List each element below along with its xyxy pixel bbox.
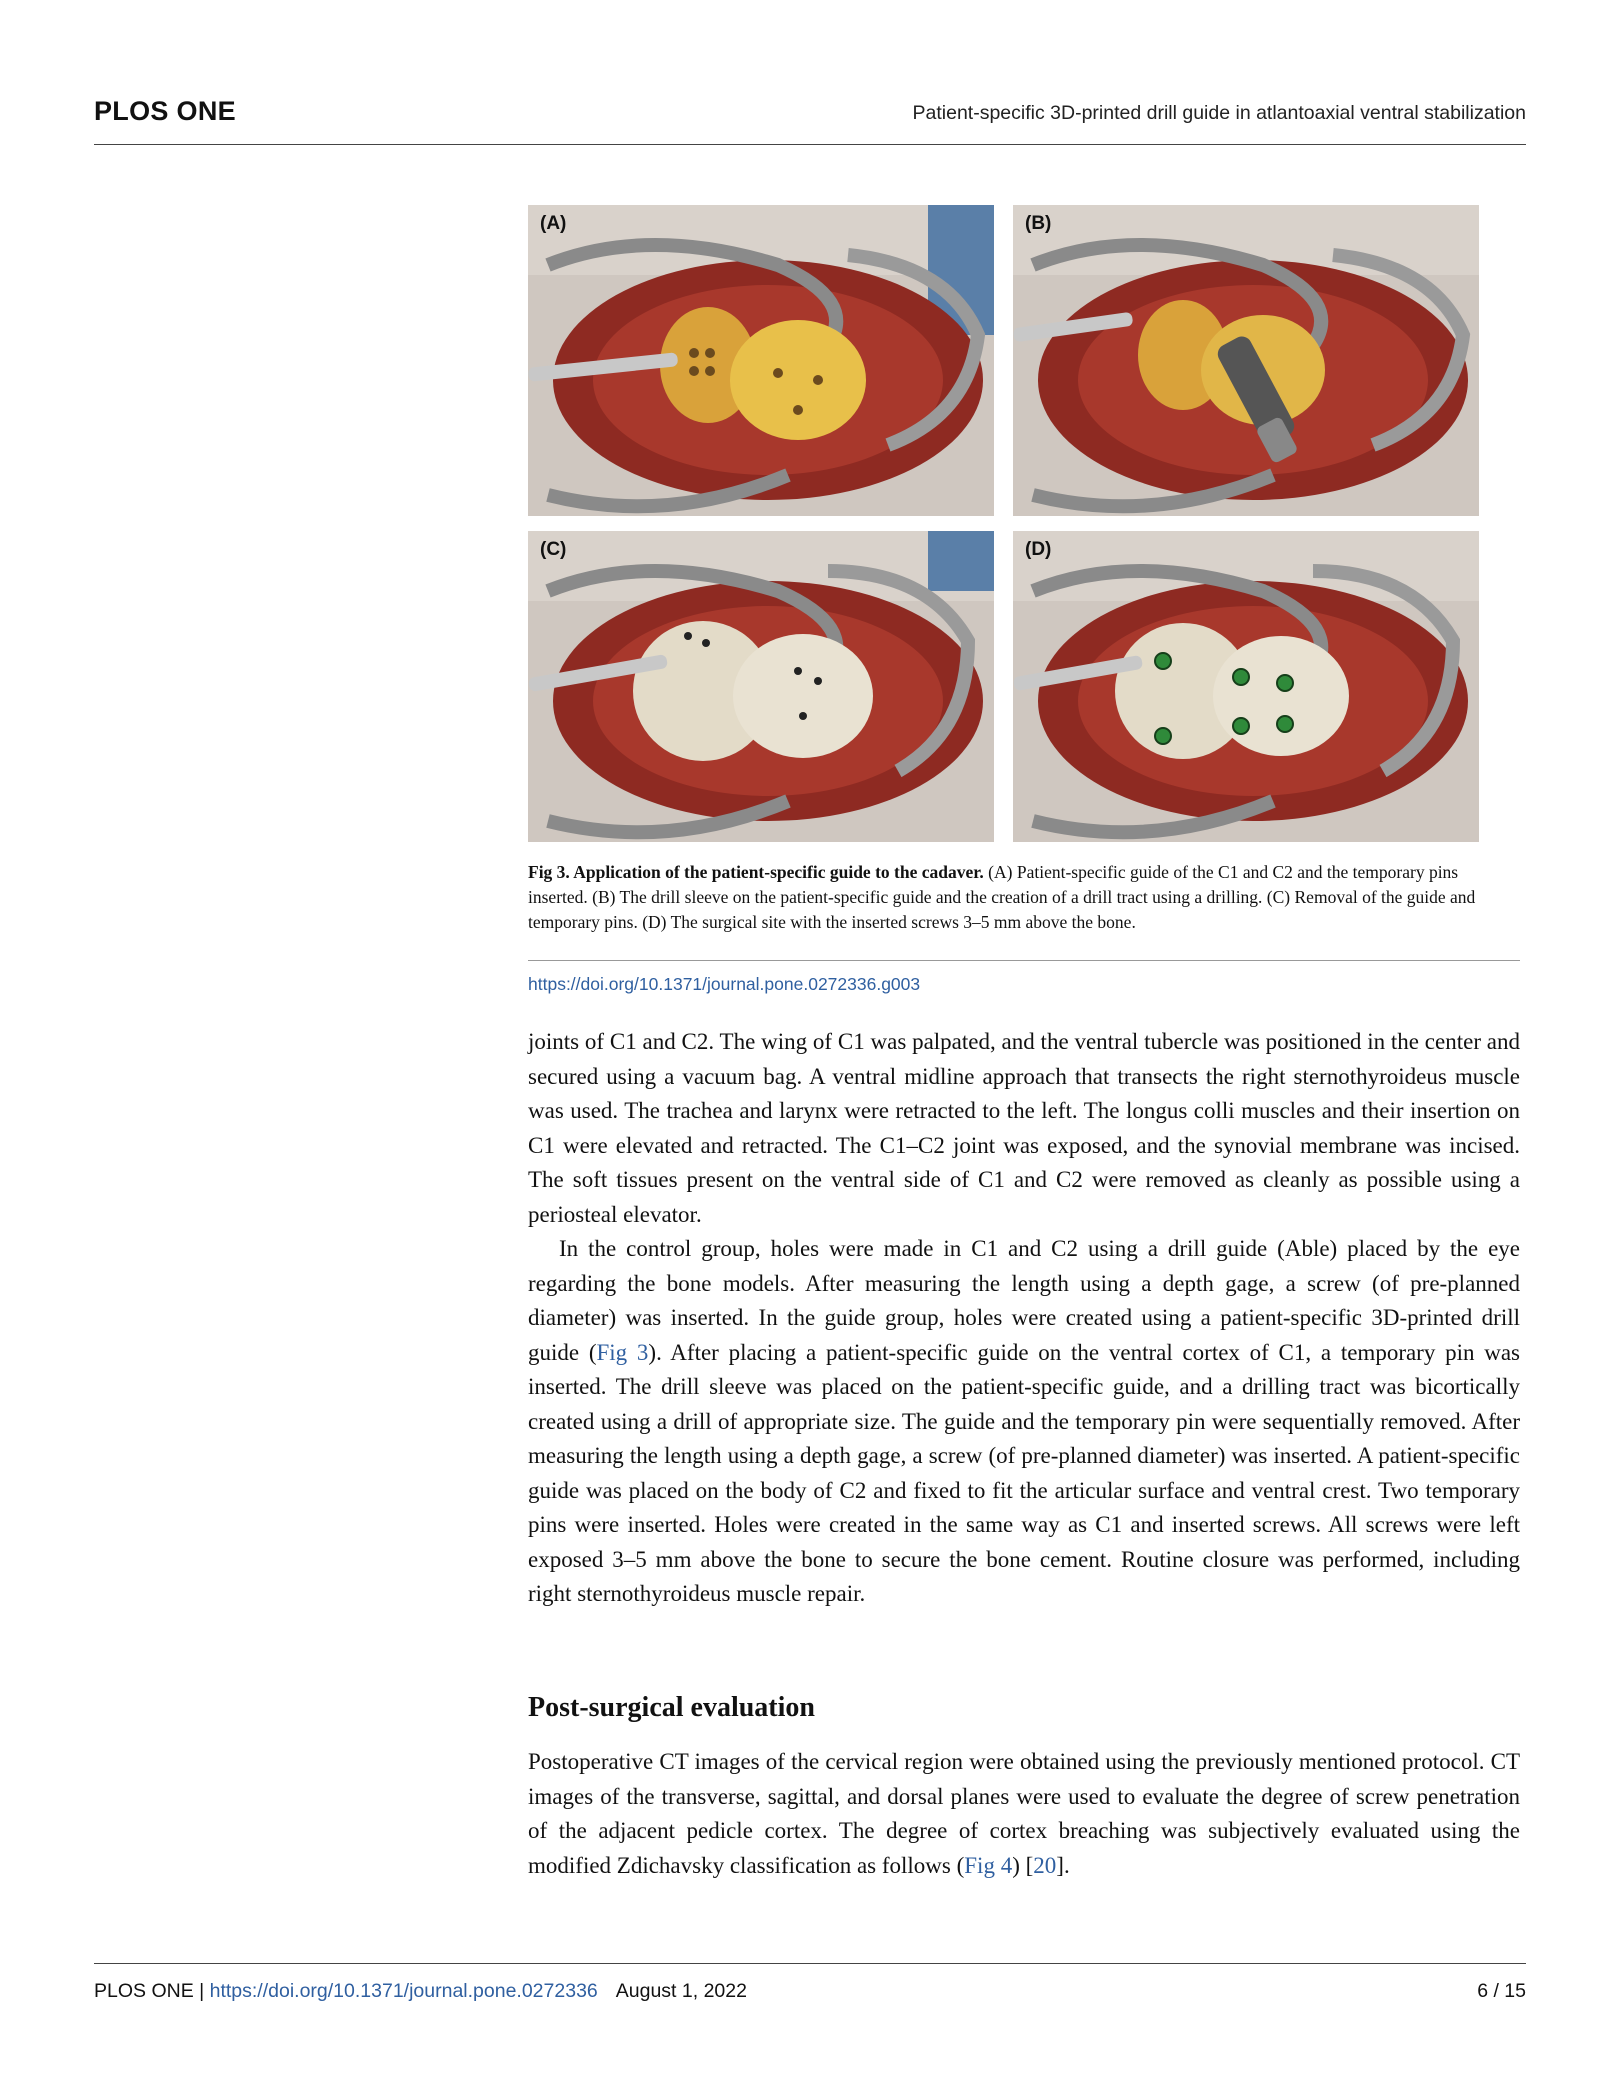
paragraph-3-end: ]. xyxy=(1056,1852,1070,1878)
surgical-photo-a xyxy=(528,205,994,516)
citation-20-link[interactable]: 20 xyxy=(1033,1852,1057,1878)
paragraph-evaluation xyxy=(528,1745,1520,1883)
panel-label-b: (B) xyxy=(1025,213,1052,234)
panel-label-c: (C) xyxy=(540,539,567,560)
paragraph-3-part-a: Postoperative CT images of the cervical region were obtained using the previously mentioned protocol. CT images of the transverse, sagittal, and dorsal planes were used to evaluate the degree of screw penetration of the adjacent pedicle cortex. The degree of cortex breaching was subjectively evaluated using the modified Zdichavsky classification as follows ( xyxy=(528,1749,1520,1878)
paragraph-procedure xyxy=(528,1025,1520,1232)
footer-citation xyxy=(94,1980,747,2003)
footer-date: August 1, 2022 xyxy=(615,1980,747,2002)
page-number: 6 / 15 xyxy=(1477,1980,1526,2002)
fig4-reference-link[interactable]: Fig 4 xyxy=(964,1852,1013,1878)
footer-journal: PLOS ONE | xyxy=(94,1980,210,2002)
paragraph-3-text xyxy=(528,1745,1520,1883)
paragraph-guide-group xyxy=(528,1232,1520,1612)
running-title: Patient-specific 3D-printed drill guide in atlantoaxial ventral stabilization xyxy=(912,102,1526,124)
section-heading: Post-surgical evaluation xyxy=(528,1692,815,1723)
figure-panel-d xyxy=(1013,531,1479,842)
caption-title: Fig 3. Application of the patient-specific guide to the cadaver. xyxy=(528,862,984,882)
page-footer xyxy=(94,1963,1526,2002)
fig3-reference-link[interactable]: Fig 3 xyxy=(596,1339,649,1365)
figure-panel-a xyxy=(528,205,994,516)
figure-panel-b xyxy=(1013,205,1479,516)
surgical-photo-c xyxy=(528,531,994,842)
caption-text: (A) Patient-specific guide of the C1 and C2 and the temporary pins inserted. (B) The drill sleeve on the patient-specific guide and the creation of a drill tract using a drilling. (C) Removal of the guide and temporary pins. (D) The surgical site with the inserted screws 3–5 mm above the bone. xyxy=(528,862,1476,932)
paragraph-2-part-b: ). After placing a patient-specific guide on the ventral cortex of C1, a temporary pin was inserted. The drill sleeve was placed on the patient-specific guide, and a drilling tract was bicortically created using a drill of appropriate size. The guide and the temporary pin were sequentially removed. After measuring the length using a depth gage, a screw (of pre-planned diameter) was inserted. A patient-specific guide was placed on the body of C2 and fixed to fit the articular surface and ventral crest. Two temporary pins were inserted. Holes were created in the same way as C1 and inserted screws. All screws were left exposed 3–5 mm above the bone to secure the bone cement. Routine closure was performed, including right sternothyroideus muscle repair. xyxy=(528,1339,1520,1606)
paragraph-2-part-a: In the control group, holes were made in C1 and C2 using a drill guide (Able) placed by the eye regarding the bone models. After measuring the length using a depth gage, a screw (of pre-planned diameter) was inserted. In the guide group, holes were created using a patient-specific 3D-printed drill guide ( xyxy=(528,1236,1520,1365)
journal-name: PLOS ONE xyxy=(94,96,236,126)
panel-label-a: (A) xyxy=(540,213,567,234)
paragraph-2-text xyxy=(528,1232,1520,1612)
caption-divider xyxy=(528,960,1520,961)
panel-label-d: (D) xyxy=(1025,539,1052,560)
figure-doi-link[interactable]: https://doi.org/10.1371/journal.pone.0272336.g003 xyxy=(528,974,921,994)
surgical-photo-b xyxy=(1013,205,1479,516)
page-header xyxy=(94,96,1526,145)
paragraph-1-text: joints of C1 and C2. The wing of C1 was palpated, and the ventral tubercle was positioned in the center and secured using a vacuum bag. A ventral midline approach that transects the right sternothyroideus muscle was used. The trachea and larynx were retracted to the left. The longus colli muscles and their insertion on C1 were elevated and retracted. The C1–C2 joint was exposed, and the synovial membrane was incised. The soft tissues present on the ventral side of C1 and C2 were removed as cleanly as possible using a periosteal elevator. xyxy=(528,1029,1520,1227)
paragraph-3-mid: ) [ xyxy=(1012,1852,1034,1878)
figure-panel-c xyxy=(528,531,994,842)
figure-3 xyxy=(528,205,1483,845)
surgical-photo-d xyxy=(1013,531,1479,842)
footer-doi-link[interactable]: https://doi.org/10.1371/journal.pone.0272336 xyxy=(209,1980,598,2002)
figure-caption xyxy=(528,860,1518,935)
